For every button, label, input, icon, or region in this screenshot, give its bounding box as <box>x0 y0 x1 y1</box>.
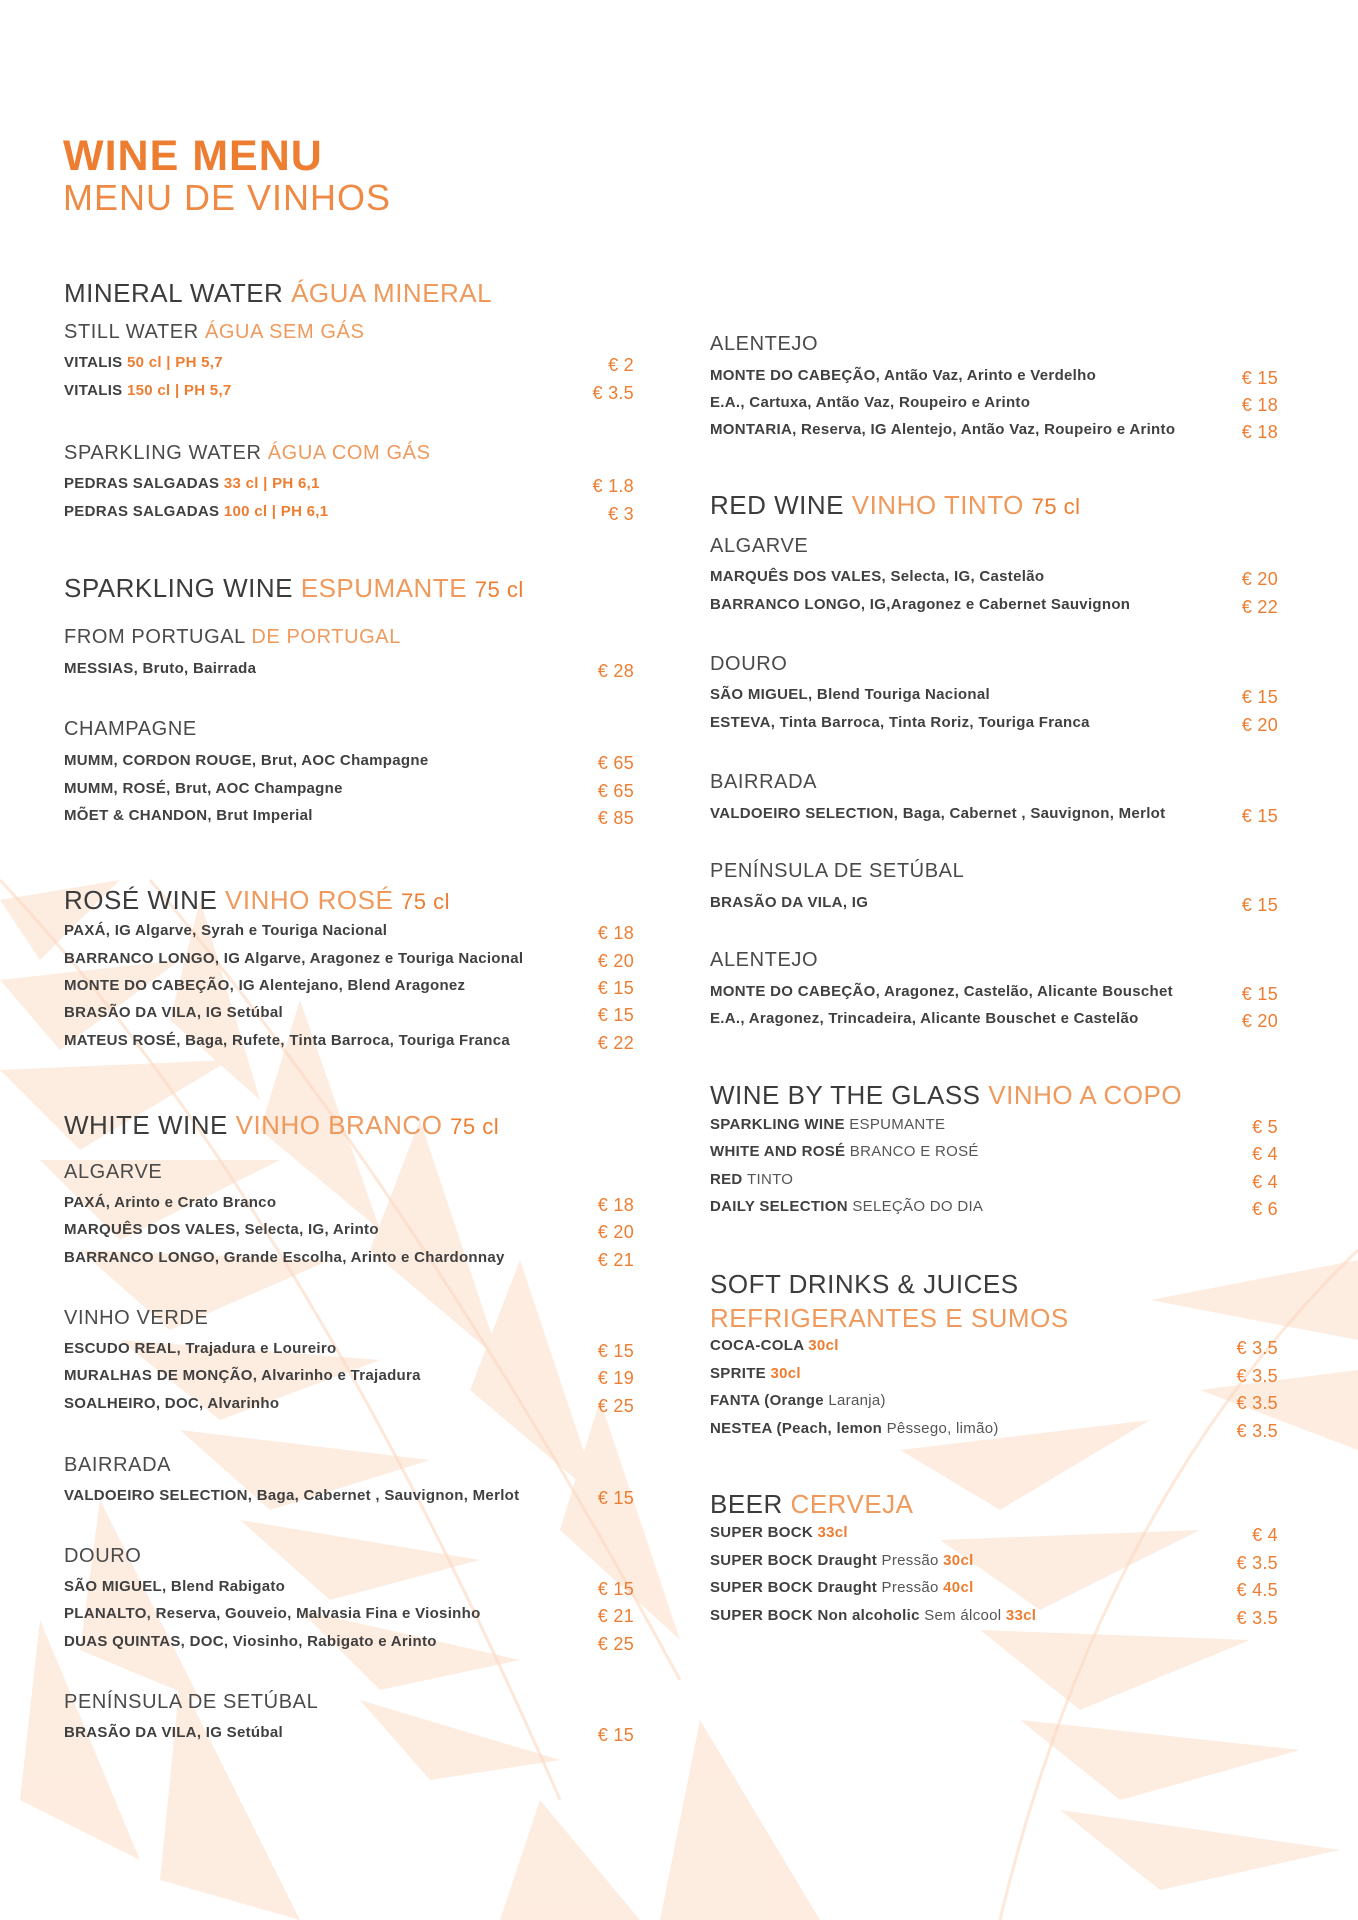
menu-item: PLANALTO, Reserva, Gouveio, Malvasia Fina e Viosinho € 21 <box>64 1605 634 1626</box>
menu-item: VITALIS 50 cl | PH 5,7 € 2 <box>64 354 634 375</box>
menu-item: VALDOEIRO SELECTION, Baga, Cabernet , Sauvignon, Merlot € 15 <box>710 805 1278 826</box>
champagne-heading: CHAMPAGNE <box>64 718 197 740</box>
menu-item: SPRITE 30cl € 3.5 <box>710 1365 1278 1386</box>
menu-item: WHITE AND ROSÉ BRANCO E ROSÉ € 4 <box>710 1143 1278 1164</box>
menu-item: MONTE DO CABEÇÃO, Aragonez, Castelão, Alicante Bouschet € 15 <box>710 983 1278 1004</box>
white-setubal-heading: PENÍNSULA DE SETÚBAL <box>64 1691 319 1713</box>
white-alentejo-heading: ALENTEJO <box>710 333 819 355</box>
menu-item: E.A., Cartuxa, Antão Vaz, Roupeiro e Arinto € 18 <box>710 394 1278 415</box>
rose-wine-heading: ROSÉ WINE VINHO ROSÉ 75 cl <box>64 885 450 915</box>
menu-item: VITALIS 150 cl | PH 5,7 € 3.5 <box>64 382 634 403</box>
menu-item: MÕET & CHANDON, Brut Imperial € 85 <box>64 807 634 828</box>
page-title: WINE MENU <box>63 132 323 180</box>
menu-item: NESTEA (Peach, lemon Pêssego, limão) € 3.5 <box>710 1420 1278 1441</box>
menu-item: BRASÃO DA VILA, IG € 15 <box>710 894 1278 915</box>
menu-item: MONTE DO CABEÇÃO, Antão Vaz, Arinto e Verdelho € 15 <box>710 367 1278 388</box>
menu-item: PEDRAS SALGADAS 33 cl | PH 6,1 € 1.8 <box>64 475 634 496</box>
menu-item: ESCUDO REAL, Trajadura e Loureiro € 15 <box>64 1340 634 1361</box>
menu-item: MATEUS ROSÉ, Baga, Rufete, Tinta Barroca, Touriga Franca € 22 <box>64 1032 634 1053</box>
soft-drinks-heading: SOFT DRINKS & JUICES <box>710 1269 1019 1299</box>
menu-item: SUPER BOCK Draught Pressão 40cl € 4.5 <box>710 1579 1278 1600</box>
menu-item: MUMM, CORDON ROUGE, Brut, AOC Champagne € 65 <box>64 752 634 773</box>
beer-heading: BEER CERVEJA <box>710 1489 914 1519</box>
menu-item: SUPER BOCK Draught Pressão 30cl € 3.5 <box>710 1552 1278 1573</box>
menu-item: COCA-COLA 30cl € 3.5 <box>710 1337 1278 1358</box>
white-wine-heading: WHITE WINE VINHO BRANCO 75 cl <box>64 1110 500 1140</box>
menu-item: MUMM, ROSÉ, Brut, AOC Champagne € 65 <box>64 780 634 801</box>
menu-item: SÃO MIGUEL, Blend Touriga Nacional € 15 <box>710 686 1278 707</box>
menu-item: RED TINTO € 4 <box>710 1171 1278 1192</box>
menu-item: SUPER BOCK 33cl € 4 <box>710 1524 1278 1545</box>
menu-item: BARRANCO LONGO, IG Algarve, Aragonez e Touriga Nacional € 20 <box>64 950 634 971</box>
red-alentejo-heading: ALENTEJO <box>710 949 819 971</box>
menu-item: DUAS QUINTAS, DOC, Viosinho, Rabigato e Arinto € 25 <box>64 1633 634 1654</box>
vinho-verde-heading: VINHO VERDE <box>64 1307 209 1329</box>
white-douro-heading: DOURO <box>64 1545 142 1567</box>
menu-item: BARRANCO LONGO, Grande Escolha, Arinto e Chardonnay € 21 <box>64 1249 634 1270</box>
sparkling-wine-heading: SPARKLING WINE ESPUMANTE 75 cl <box>64 573 524 603</box>
mineral-water-heading: MINERAL WATER ÁGUA MINERAL <box>64 278 493 308</box>
menu-item: SUPER BOCK Non alcoholic Sem álcool 33cl € 3.5 <box>710 1607 1278 1628</box>
menu-item: SPARKLING WINE ESPUMANTE € 5 <box>710 1116 1278 1137</box>
red-wine-heading: RED WINE VINHO TINTO 75 cl <box>710 490 1081 520</box>
sparkling-water-heading: SPARKLING WATER ÁGUA COM GÁS <box>64 442 431 464</box>
wine-by-glass-heading: WINE BY THE GLASS VINHO A COPO <box>710 1080 1183 1110</box>
menu-item: BRASÃO DA VILA, IG Setúbal € 15 <box>64 1724 634 1745</box>
menu-item: MESSIAS, Bruto, Bairrada € 28 <box>64 660 634 681</box>
menu-item: SOALHEIRO, DOC, Alvarinho € 25 <box>64 1395 634 1416</box>
menu-item: VALDOEIRO SELECTION, Baga, Cabernet , Sauvignon, Merlot € 15 <box>64 1487 634 1508</box>
menu-item: DAILY SELECTION SELEÇÃO DO DIA € 6 <box>710 1198 1278 1219</box>
menu-item: MARQUÊS DOS VALES, Selecta, IG, Arinto € 20 <box>64 1221 634 1242</box>
white-bairrada-heading: BAIRRADA <box>64 1454 172 1476</box>
menu-item: ESTEVA, Tinta Barroca, Tinta Roriz, Touriga Franca € 20 <box>710 714 1278 735</box>
red-algarve-heading: ALGARVE <box>710 535 809 557</box>
menu-item: BARRANCO LONGO, IG,Aragonez e Cabernet Sauvignon € 22 <box>710 596 1278 617</box>
menu-item: BRASÃO DA VILA, IG Setúbal € 15 <box>64 1004 634 1025</box>
red-douro-heading: DOURO <box>710 653 788 675</box>
menu-item: PEDRAS SALGADAS 100 cl | PH 6,1 € 3 <box>64 503 634 524</box>
menu-item: SÃO MIGUEL, Blend Rabigato € 15 <box>64 1578 634 1599</box>
still-water-heading: STILL WATER ÁGUA SEM GÁS <box>64 321 365 343</box>
soft-drinks-heading-pt: REFRIGERANTES E SUMOS <box>710 1303 1069 1333</box>
page-subtitle: MENU DE VINHOS <box>63 177 392 218</box>
menu-item: E.A., Aragonez, Trincadeira, Alicante Bouschet e Castelão € 20 <box>710 1010 1278 1031</box>
menu-item: MARQUÊS DOS VALES, Selecta, IG, Castelão € 20 <box>710 568 1278 589</box>
from-portugal-heading: FROM PORTUGAL DE PORTUGAL <box>64 626 401 648</box>
menu-item: PAXÁ, Arinto e Crato Branco € 18 <box>64 1194 634 1215</box>
menu-item: MONTARIA, Reserva, IG Alentejo, Antão Vaz, Roupeiro e Arinto € 18 <box>710 421 1278 442</box>
menu-item: MONTE DO CABEÇÃO, IG Alentejano, Blend Aragonez € 15 <box>64 977 634 998</box>
red-bairrada-heading: BAIRRADA <box>710 771 818 793</box>
white-algarve-heading: ALGARVE <box>64 1161 163 1183</box>
menu-item: PAXÁ, IG Algarve, Syrah e Touriga Nacional € 18 <box>64 922 634 943</box>
red-setubal-heading: PENÍNSULA DE SETÚBAL <box>710 860 965 882</box>
menu-item: MURALHAS DE MONÇÃO, Alvarinho e Trajadura € 19 <box>64 1367 634 1388</box>
menu-item: FANTA (Orange Laranja) € 3.5 <box>710 1392 1278 1413</box>
